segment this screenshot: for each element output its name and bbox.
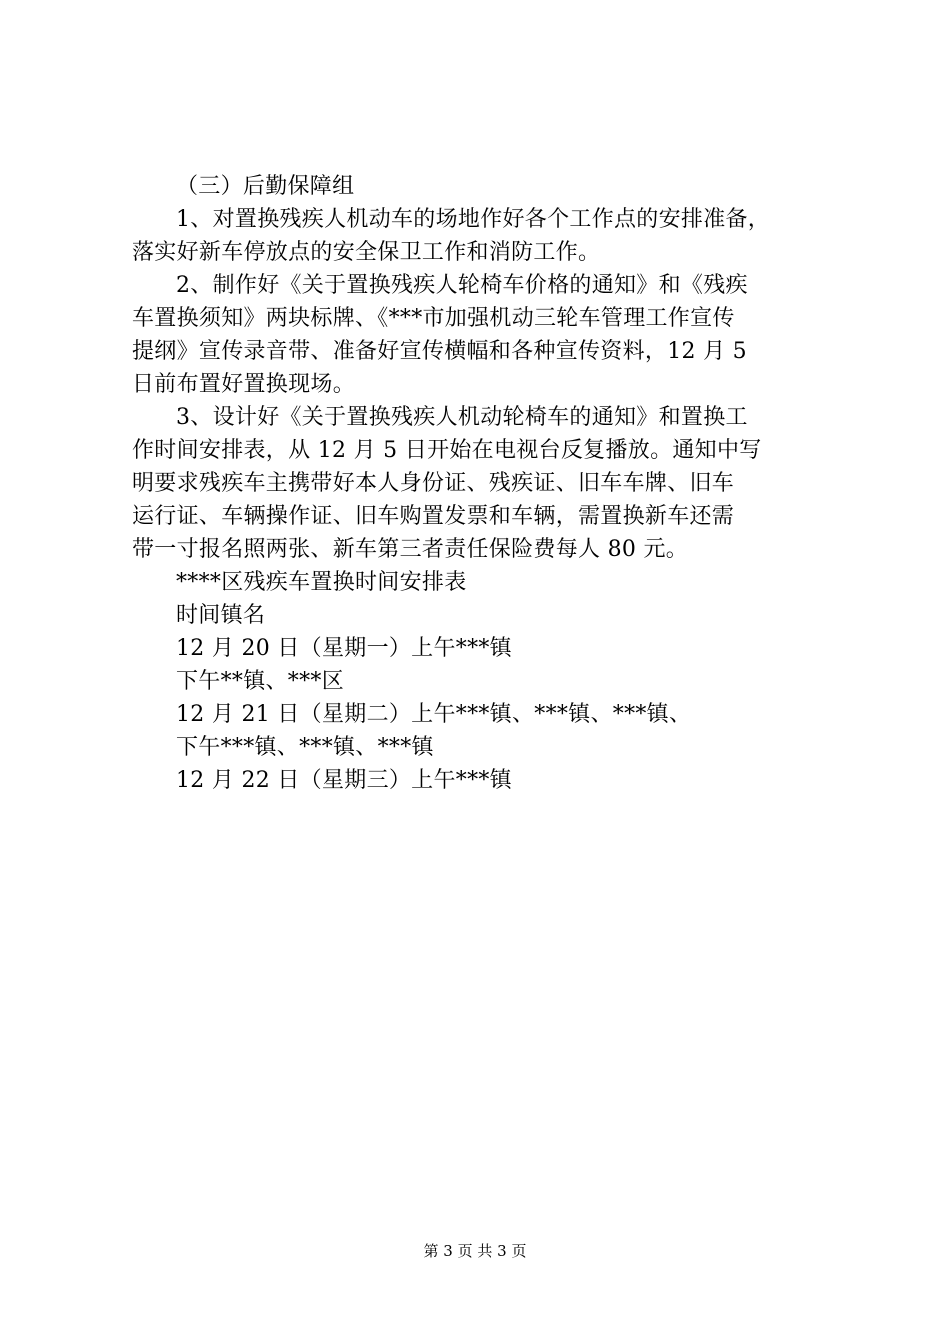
paragraph-1-line-1: 1、对置换残疾人机动车的场地作好各个工作点的安排准备，: [176, 207, 771, 232]
section-heading: （三）后勤保障组: [176, 174, 355, 199]
paragraph-1-line-2: 落实好新车停放点的安全保卫工作和消防工作。: [132, 240, 601, 265]
paragraph-2-line-1: 2、制作好《关于置换残疾人轮椅车价格的通知》和《残疾: [176, 273, 748, 298]
paragraph-3-line-2: 作时间安排表，从 12 月 5 日开始在电视台反复播放。通知中写: [132, 438, 762, 463]
paragraph-2-line-3: 提纲》宣传录音带、准备好宣传横幅和各种宣传资料，12 月 5: [132, 339, 747, 364]
document-body: [132, 170, 832, 797]
schedule-header: 时间镇名: [176, 603, 266, 628]
schedule-row: 12 月 22 日（星期三）上午***镇: [176, 768, 512, 793]
schedule-row: 12 月 21 日（星期二）上午***镇、***镇、***镇、: [176, 702, 692, 727]
paragraph-2-line-2: 车置换须知》两块标牌、《***市加强机动三轮车管理工作宣传: [132, 306, 735, 331]
schedule-title: ****区残疾车置换时间安排表: [176, 570, 467, 595]
paragraph-3-line-4: 运行证、车辆操作证、旧车购置发票和车辆，需置换新车还需: [132, 504, 735, 529]
paragraph-3-line-3: 明要求残疾车主携带好本人身份证、残疾证、旧车车牌、旧车: [132, 471, 735, 496]
paragraph-2-line-4: 日前布置好置换现场。: [132, 372, 356, 397]
page-number-footer: 第 3 页 共 3 页: [423, 1242, 527, 1260]
schedule-row: 12 月 20 日（星期一）上午***镇: [176, 636, 512, 661]
paragraph-3-line-1: 3、设计好《关于置换残疾人机动轮椅车的通知》和置换工: [176, 405, 748, 430]
schedule-row: 下午**镇、***区: [176, 669, 345, 694]
schedule-row: 下午***镇、***镇、***镇: [176, 735, 434, 760]
paragraph-3-line-5: 带一寸报名照两张、新车第三者责任保险费每人 80 元。: [132, 537, 689, 562]
